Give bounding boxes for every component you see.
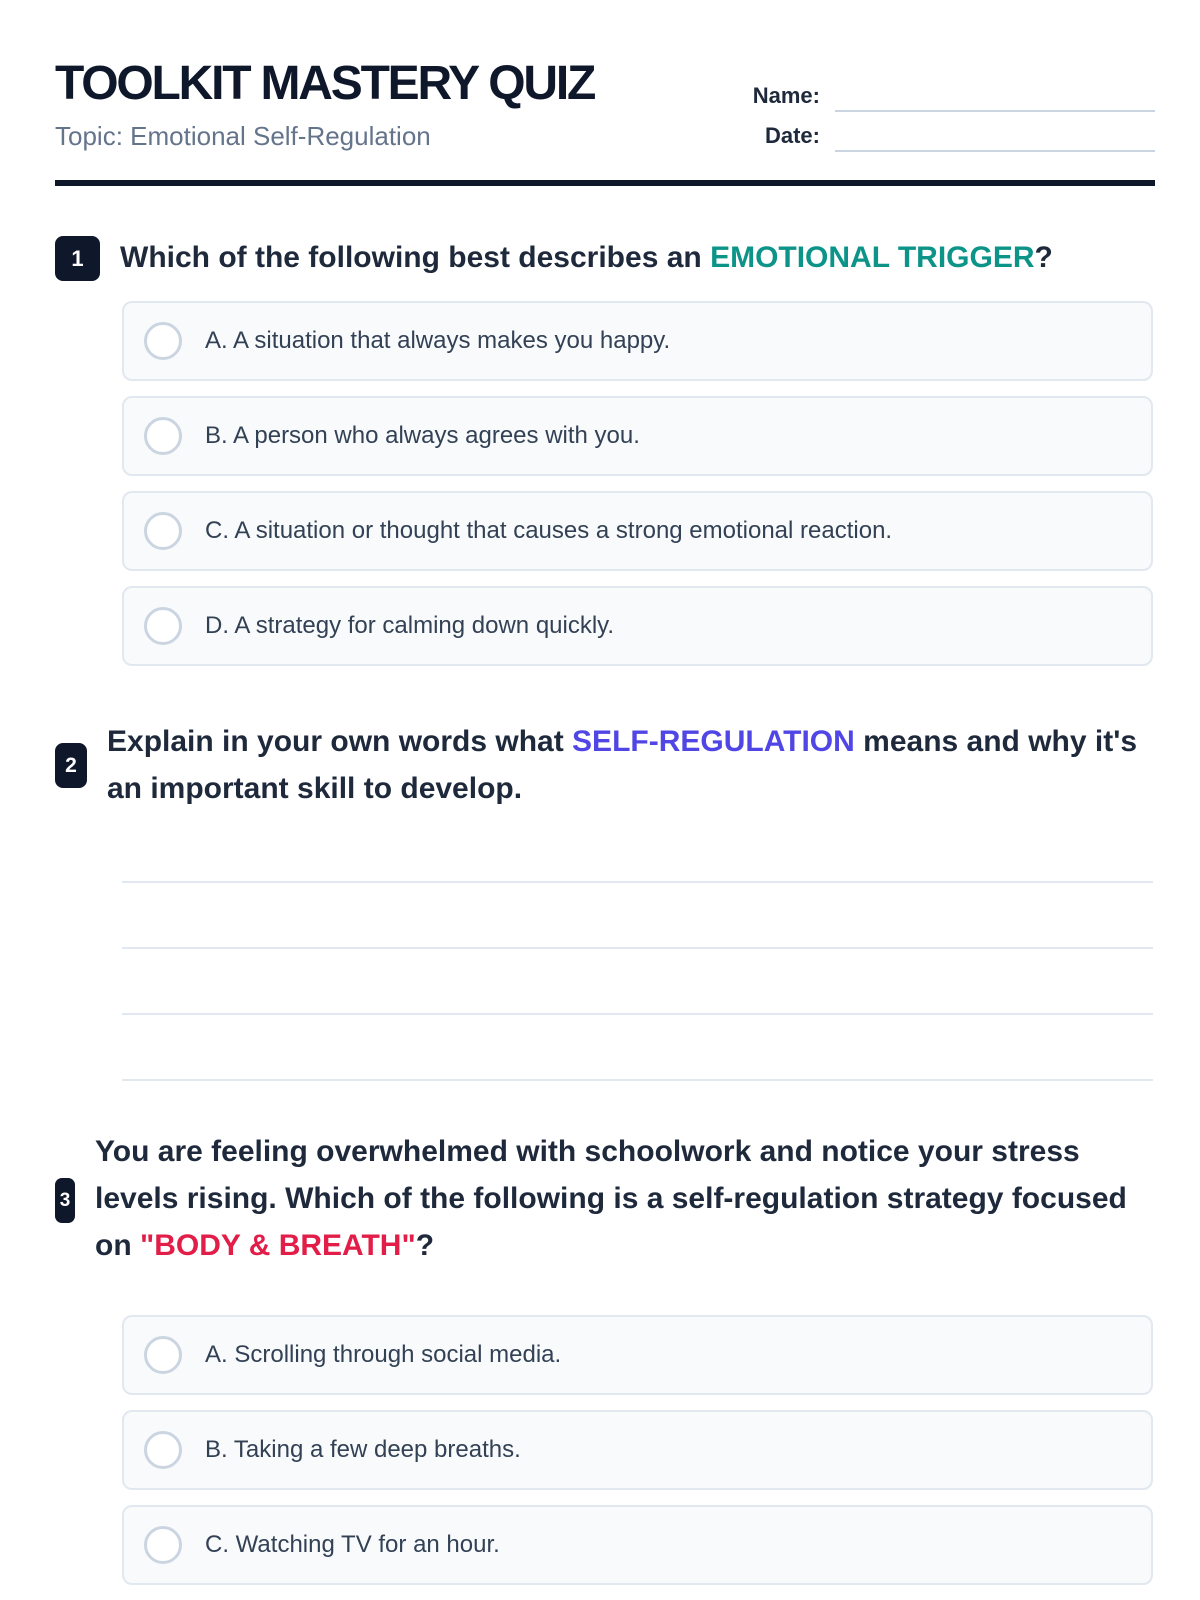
answer-option-b[interactable]	[122, 1410, 1153, 1490]
answer-option-b[interactable]	[122, 396, 1153, 476]
answer-option-c[interactable]	[122, 1505, 1153, 1585]
option-label: A. Scrolling through social media.	[205, 1341, 562, 1368]
answer-option-d[interactable]	[122, 586, 1153, 666]
question-text-part: ?	[415, 1229, 435, 1262]
radio-button[interactable]	[144, 607, 182, 645]
radio-button[interactable]	[144, 1431, 182, 1469]
option-label: B. A person who always agrees with you.	[205, 422, 640, 449]
question-keyword: "BODY & BREATH"	[140, 1229, 416, 1262]
answer-option-a[interactable]	[122, 301, 1153, 381]
name-label: Name:	[752, 83, 820, 108]
option-label: C. Watching TV for an hour.	[205, 1531, 500, 1558]
name-input-line[interactable]	[835, 110, 1155, 112]
radio-button[interactable]	[144, 1526, 182, 1564]
question-text-part: Explain in your own words what	[107, 725, 573, 758]
date-label: Date:	[764, 123, 820, 148]
date-input-line[interactable]	[835, 150, 1155, 152]
answer-line[interactable]	[122, 881, 1153, 883]
option-label: C. A situation or thought that causes a strong emotional reaction.	[205, 517, 893, 544]
question-text	[107, 718, 1165, 812]
question-text	[120, 234, 1155, 281]
radio-button[interactable]	[144, 417, 182, 455]
question-keyword: SELF-REGULATION	[572, 725, 855, 758]
radio-button[interactable]	[144, 322, 182, 360]
answer-line[interactable]	[122, 947, 1153, 949]
option-label: B. Taking a few deep breaths.	[205, 1436, 521, 1463]
radio-button[interactable]	[144, 1336, 182, 1374]
question-text-part: means and why it's an important skill to develop.	[107, 725, 1138, 805]
date-field	[735, 118, 1155, 154]
radio-button[interactable]	[144, 512, 182, 550]
question-keyword: EMOTIONAL TRIGGER	[710, 241, 1035, 274]
answer-option-a[interactable]	[122, 1315, 1153, 1395]
question-number-badge: 3	[55, 1178, 75, 1223]
option-label: A. A situation that always makes you happy.	[205, 327, 671, 354]
answer-line[interactable]	[122, 1013, 1153, 1015]
question-number-badge: 1	[55, 236, 100, 281]
question-text-part: ?	[1034, 241, 1053, 274]
name-field	[735, 78, 1155, 114]
answer-option-c[interactable]	[122, 491, 1153, 571]
quiz-header	[55, 0, 1155, 188]
question-number-badge: 2	[55, 743, 87, 788]
quiz-page	[55, 0, 1155, 1558]
option-label: D. A strategy for calming down quickly.	[205, 612, 615, 639]
answer-line[interactable]	[122, 1079, 1153, 1081]
question-text-part: Which of the following best describes an	[120, 241, 711, 274]
header-divider	[55, 180, 1155, 186]
question-text	[95, 1128, 1140, 1269]
page-title: TOOLKIT MASTERY QUIZ	[55, 57, 595, 110]
quiz-topic: Topic: Emotional Self-Regulation	[55, 121, 431, 151]
question-text-part: You are feeling overwhelmed with schoolwork and notice your stress levels rising. Which of the following is a self-regulation strategy focused on	[95, 1135, 1127, 1262]
